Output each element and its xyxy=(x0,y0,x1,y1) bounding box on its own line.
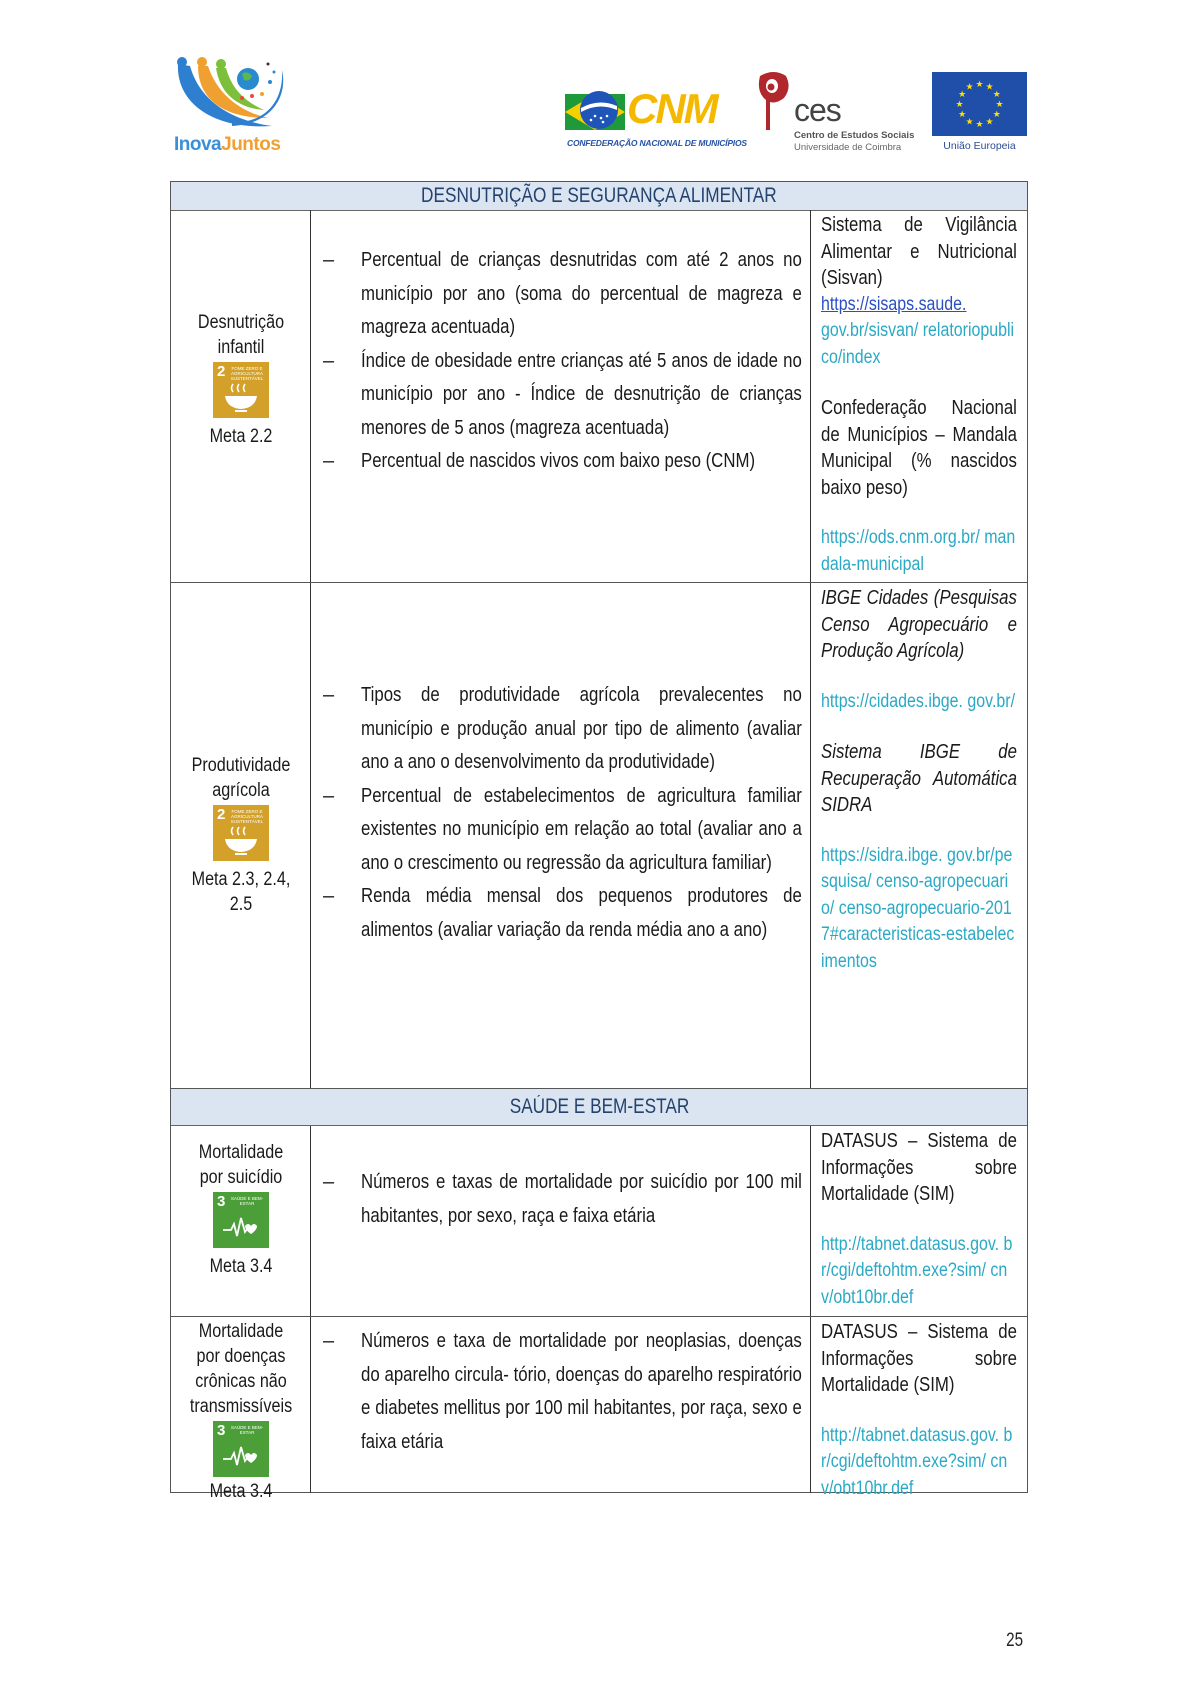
eu-star-icon: ★ xyxy=(992,109,1001,119)
eu-star-icon: ★ xyxy=(958,89,967,99)
indicator-item: – Números e taxas de mortalidade por suicídio por 100 mil habitantes, por sexo, raça e faixa etária xyxy=(323,1171,802,1227)
meta-label: Meta 2.3, 2.4, xyxy=(191,869,291,890)
ces-logo xyxy=(752,70,915,155)
source-link[interactable]: https://sisaps.saude. xyxy=(821,293,967,315)
topic-cell xyxy=(171,210,311,582)
source-link[interactable]: https://ods.cnm.org.br/ mandala-municipal xyxy=(821,527,1016,575)
bowl-icon xyxy=(221,825,261,857)
sources-cell xyxy=(811,1317,1027,1499)
bowl-icon xyxy=(221,382,261,414)
sdg-2-icon: 2 FOME ZERO E AGRICULTURA SUSTENTÁVEL xyxy=(213,805,269,861)
sdg-3-icon: 3 SAÚDE E BEM-ESTAR xyxy=(213,1421,269,1477)
eu-star-icon: ★ xyxy=(975,79,984,89)
ces-letters: ces xyxy=(794,92,841,128)
indicators-cell xyxy=(311,210,811,582)
section-header-desnutricao: DESNUTRIÇÃO E SEGURANÇA ALIMENTAR xyxy=(171,182,1027,211)
page-number: 25 xyxy=(1006,1630,1024,1651)
indicator-item: – Tipos de produtividade agrícola prevalecentes no município e produção anual por tipo de alimento (avaliar ano a ano o desenvolvimento da produtividade) xyxy=(323,684,802,773)
table-row xyxy=(171,1126,1027,1317)
sdg-3-icon: 3 SAÚDE E BEM-ESTAR xyxy=(213,1192,269,1248)
source-link[interactable]: http://tabnet.datasus.gov. br/cgi/deftohtm.exe?sim/ cnv/obt10br.def xyxy=(821,1233,1013,1308)
topic-label: Produtividade xyxy=(191,755,291,776)
topic-label: por doenças xyxy=(196,1346,286,1367)
sources-cell xyxy=(811,1126,1027,1316)
table-row xyxy=(171,583,1027,1089)
source-name: Confederação Nacional de Municípios – Mandala Municipal (% nascidos baixo peso) xyxy=(821,397,1017,499)
meta-label: Meta 3.4 xyxy=(209,1256,273,1277)
indicators-cell xyxy=(311,1126,811,1316)
meta-label: 2.5 xyxy=(229,894,253,915)
source-link[interactable]: gov.br/sisvan/ relatoriopublico/index xyxy=(821,320,1015,368)
sources-cell xyxy=(811,210,1027,582)
inovajuntos-wordmark: InovaJuntos xyxy=(174,134,281,155)
topic-cell xyxy=(171,1126,311,1316)
source-link[interactable]: https://cidades.ibge. gov.br/ xyxy=(821,690,1016,712)
eu-star-icon: ★ xyxy=(965,81,974,92)
inovajuntos-emblem-icon xyxy=(172,52,297,132)
topic-cell xyxy=(171,1317,311,1502)
indicators-list xyxy=(311,679,810,947)
source-link[interactable]: http://tabnet.datasus.gov. br/cgi/deftohtm.exe?sim/ cnv/obt10br.def xyxy=(821,1424,1013,1499)
indicator-item: – Percentual de crianças desnutridas com até 2 anos no município por ano (soma do percentual de magreza e magreza acentuada) xyxy=(323,249,802,338)
source-name: DATASUS – Sistema de Informações sobre Mortalidade (SIM) xyxy=(821,1130,1017,1205)
indicator-item: – Percentual de estabelecimentos de agricultura familiar existentes no município em relação ao total (avaliar ano a ano o crescimento ou regressão da agricultura familiar) xyxy=(323,784,802,874)
source-name: Sistema de Vigilância Alimentar e Nutricional (Sisvan) xyxy=(821,214,1017,289)
eu-star-icon: ★ xyxy=(995,99,1004,109)
topic-label: agrícola xyxy=(212,780,270,801)
indicators-list xyxy=(311,244,810,479)
topic-cell xyxy=(171,583,311,1088)
indicators-list xyxy=(311,1166,810,1233)
eu-flag-icon xyxy=(932,72,1027,136)
indicator-item: – Números e taxa de mortalidade por neoplasias, doenças do aparelho circula- tório, doenças do aparelho respiratório e diabetes mellitus por 100 mil habitantes, por raça, sexo e faixa etária xyxy=(323,1330,802,1453)
heartbeat-icon xyxy=(221,1441,261,1473)
cnm-caption: CONFEDERAÇÃO NACIONAL DE MUNICÍPIOS xyxy=(567,138,747,148)
indicators-table xyxy=(170,181,1028,1502)
eu-star-icon: ★ xyxy=(958,109,967,119)
indicator-item: – Percentual de nascidos vivos com baixo peso (CNM) xyxy=(323,450,756,472)
topic-label: transmissíveis xyxy=(189,1396,293,1417)
source-link[interactable]: https://sidra.ibge. gov.br/pesquisa/ censo-agropecuario/ censo-agropecuario-2017#caracteristicas-estabelecimentos xyxy=(821,844,1015,972)
section-header-saude: SAÚDE E BEM-ESTAR xyxy=(171,1089,1027,1126)
indicator-item: – Índice de obesidade entre crianças até 5 anos de idade no município por ano - Índice de desnutrição de crianças menores de 5 anos (magreza acentuada) xyxy=(323,349,802,439)
ces-name: Centro de Estudos Sociais xyxy=(794,130,915,141)
topic-label: crônicas não xyxy=(195,1371,287,1392)
eu-star-icon: ★ xyxy=(985,81,994,92)
indicator-item: – Renda média mensal dos pequenos produtores de alimentos (avaliar variação da renda média ano a ano) xyxy=(323,885,802,941)
eu-star-icon: ★ xyxy=(955,99,964,109)
cnm-letters: CNM xyxy=(627,85,717,132)
topic-label: por suicídio xyxy=(199,1167,283,1188)
topic-label: Mortalidade xyxy=(198,1321,284,1342)
meta-label: Meta 2.2 xyxy=(209,426,273,447)
table-row xyxy=(171,1317,1027,1502)
heartbeat-icon xyxy=(221,1212,261,1244)
source-name: Sistema IBGE de Recuperação Automática SIDRA xyxy=(821,741,1017,816)
table-row xyxy=(171,210,1027,583)
indicators-cell xyxy=(311,583,811,1088)
eu-star-icon: ★ xyxy=(975,119,984,129)
eu-star-icon: ★ xyxy=(985,116,994,127)
ces-university: Universidade de Coimbra xyxy=(794,142,902,153)
sdg-2-icon: 2 FOME ZERO E AGRICULTURA SUSTENTÁVEL xyxy=(213,362,269,418)
ces-mark-icon xyxy=(754,70,794,132)
eu-star-icon: ★ xyxy=(965,116,974,127)
topic-label: Mortalidade xyxy=(198,1142,284,1163)
source-name: IBGE Cidades (Pesquisas Censo Agropecuário e Produção Agrícola) xyxy=(821,587,1017,662)
source-name: DATASUS – Sistema de Informações sobre Mortalidade (SIM) xyxy=(821,1321,1017,1396)
meta-label: Meta 3.4 xyxy=(209,1481,273,1502)
inovajuntos-logo xyxy=(172,52,297,157)
cnm-logo xyxy=(565,82,747,154)
topic-label: Desnutrição xyxy=(197,312,285,333)
eu-label: União Europeia xyxy=(943,140,1016,152)
topic-label: infantil xyxy=(217,337,265,358)
eu-star-icon: ★ xyxy=(992,89,1001,99)
sources-cell xyxy=(811,583,1027,1088)
indicators-cell xyxy=(311,1317,811,1493)
eu-logo xyxy=(932,72,1027,157)
indicators-list xyxy=(311,1325,810,1459)
